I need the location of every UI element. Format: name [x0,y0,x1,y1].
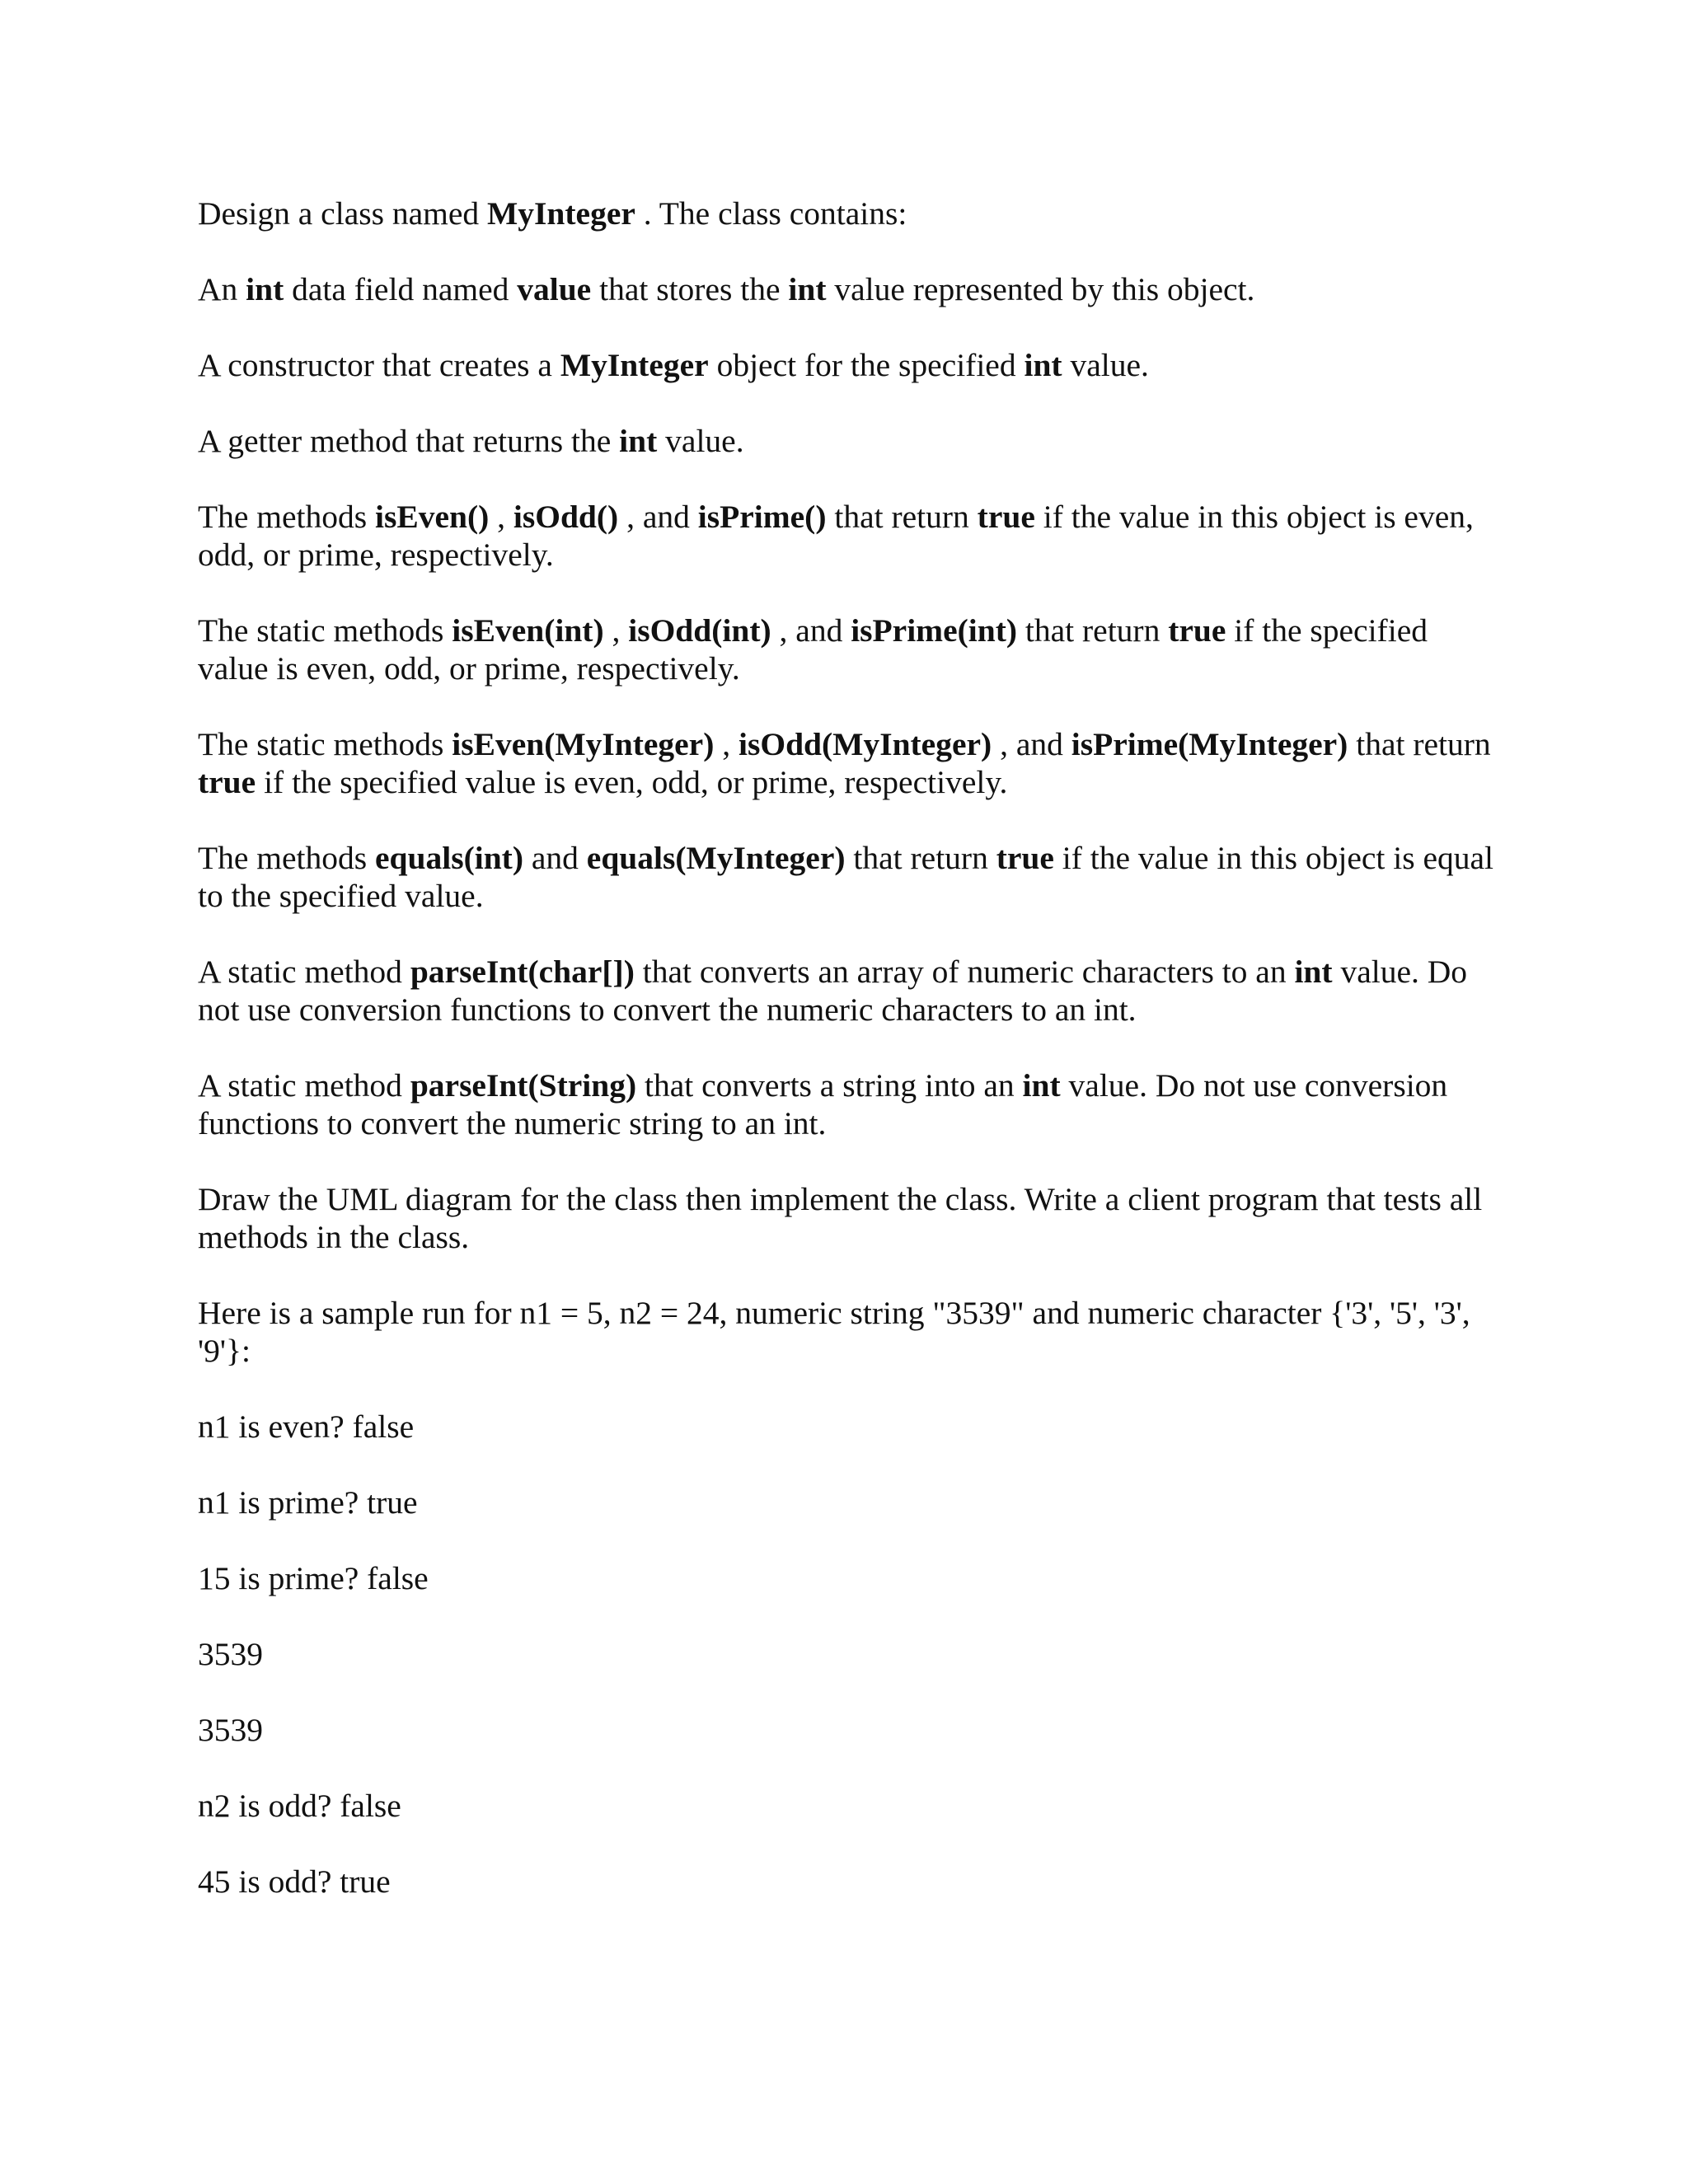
output-line: 45 is odd? true [198,1863,391,1900]
text-run: , and [618,499,698,535]
output-line: n1 is prime? true [198,1484,418,1521]
text-run: if the specified value is even, odd, or prime, respectively. [256,764,1008,800]
text-run: , [603,612,629,649]
text-run: value. [657,423,744,459]
paragraph-instance-methods [198,498,1500,574]
bold-term: int [1024,347,1062,383]
bold-term: isOdd(int) [628,612,771,649]
bold-term: equals(MyInteger) [586,840,846,876]
paragraph-constructor [198,346,1500,384]
bold-term: isPrime(int) [851,612,1018,649]
paragraph-class-intro [198,194,1500,232]
output-line: n1 is even? false [198,1408,415,1445]
bold-term: isPrime() [697,499,827,535]
text-run: The static methods [198,726,452,762]
paragraph-uml-instructions [198,1180,1500,1256]
text-run: The methods [198,499,376,535]
bold-term: true [198,764,256,800]
text-run: object for the specified [708,347,1025,383]
bold-term: int [1294,954,1333,990]
bold-term: isOdd(MyInteger) [738,726,992,762]
document-page [198,194,1500,1938]
text-run: , and [992,726,1071,762]
bold-term: equals(int) [375,840,523,876]
text-run: if the value in this object is equal to the specified value. [198,840,1494,914]
text-run: that converts a string into an [636,1067,1023,1104]
bold-term: true [1168,612,1226,649]
text-run: The static methods [198,612,452,649]
text-run: , [489,499,513,535]
bold-term: value [517,271,592,307]
text-run: that return [845,840,996,876]
bold-term: parseInt(String) [410,1067,637,1104]
bold-term: int [246,271,284,307]
text-run: value represented by this object. [826,271,1255,307]
text-run: that return [1017,612,1169,649]
text-run: . The class contains: [635,195,907,232]
text-run: An [198,271,246,307]
text-run: A static method [198,954,410,990]
text-run: , [714,726,738,762]
text-run: that converts an array of numeric characters to an [634,954,1295,990]
output-line: 3539 [198,1712,263,1748]
paragraph-equals-methods [198,839,1500,915]
text-run: that return [1348,726,1491,762]
output-line: 15 is prime? false [198,1560,429,1596]
bold-term: isEven() [375,499,490,535]
paragraph-parseint-string [198,1066,1500,1142]
problem-description [198,194,1500,1370]
text-run: The methods [198,840,376,876]
bold-term: true [996,840,1054,876]
bold-term: int [619,423,658,459]
paragraph-parseint-char [198,953,1500,1029]
bold-term: isEven(MyInteger) [452,726,715,762]
text-run: that stores the [591,271,789,307]
text-run: , and [771,612,851,649]
text-run: value. Do not use conversion functions to convert the numeric string to an int. [198,1067,1448,1141]
output-line: n2 is odd? false [198,1788,401,1824]
text-run: value. [1062,347,1149,383]
paragraph-sample-run-intro [198,1294,1500,1370]
bold-term: isPrime(MyInteger) [1071,726,1348,762]
text-run: if the specified value is even, odd, or prime, respectively. [198,612,1428,687]
bold-term: int [1022,1067,1061,1104]
bold-term: isEven(int) [452,612,604,649]
text-run: A constructor that creates a [198,347,560,383]
paragraph-data-field [198,270,1500,308]
text-run: data field named [284,271,518,307]
paragraph-static-int-methods [198,612,1500,687]
text-run: A getter method that returns the [198,423,620,459]
bold-term: MyInteger [487,195,635,232]
output-line: 3539 [198,1636,263,1672]
bold-term: isOdd() [513,499,619,535]
bold-term: MyInteger [560,347,709,383]
text-run: A static method [198,1067,410,1104]
text-run: and [523,840,587,876]
sample-output [198,1408,1500,1900]
text-run: Design a class named [198,195,488,232]
bold-term: parseInt(char[]) [410,954,635,990]
bold-term: int [788,271,827,307]
bold-term: true [977,499,1035,535]
text-run: Draw the UML diagram for the class then implement the class. Write a client program that tests all methods in the class. [198,1181,1483,1255]
text-run: value. Do not use conversion functions to convert the numeric characters to an int. [198,954,1468,1028]
paragraph-getter [198,422,1500,460]
text-run: Here is a sample run for n1 = 5, n2 = 24, numeric string "3539" and numeric character {'3', '5', '3', '9'}: [198,1295,1470,1369]
text-run: that return [826,499,978,535]
text-run: if the value in this object is even, odd, or prime, respectively. [198,499,1474,573]
paragraph-static-myinteger-methods [198,725,1500,801]
